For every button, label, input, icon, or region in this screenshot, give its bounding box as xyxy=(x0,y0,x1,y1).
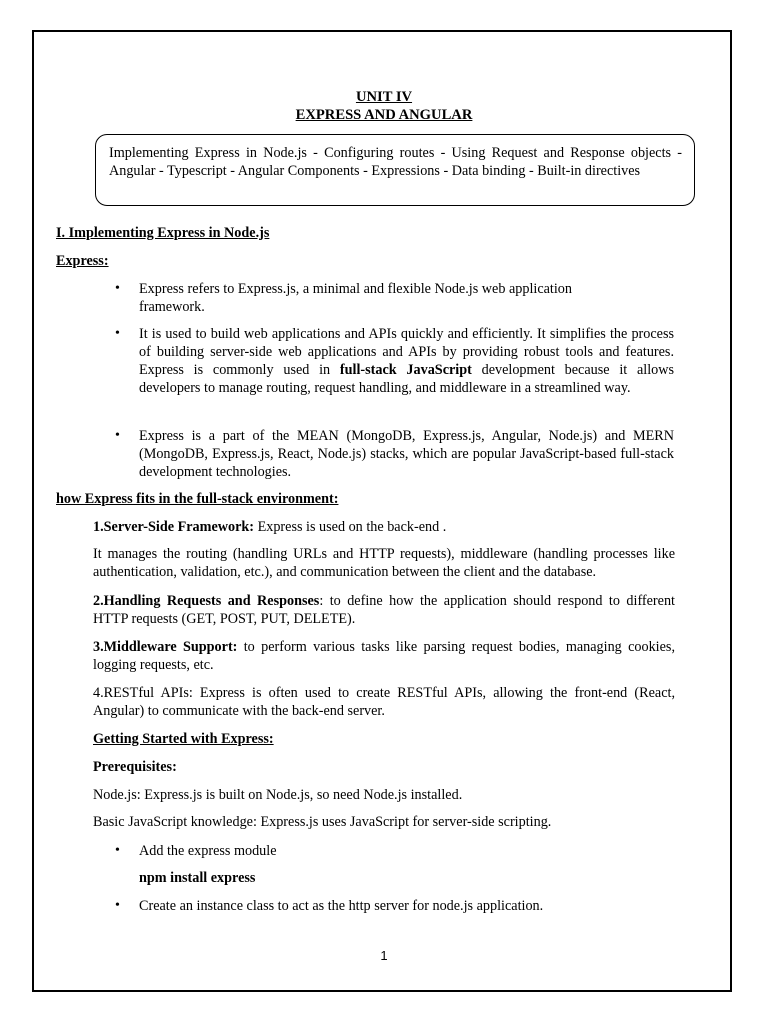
bullet-text xyxy=(139,325,674,397)
fullstack-item-1-para: It manages the routing (handling URLs and HTTP requests), middleware (handling processes like authentication, validation, etc.), and communication between the client and the database. xyxy=(93,546,675,580)
prereq-item: Basic JavaScript knowledge: Express.js uses JavaScript for server-side scripting. xyxy=(93,814,552,830)
topics-box xyxy=(95,134,695,206)
bullet-icon: • xyxy=(115,428,120,443)
document-title: EXPRESS AND ANGULAR xyxy=(295,107,473,123)
item-label: 2.Handling Requests and Responses xyxy=(93,593,320,609)
bullet-text: Create an instance class to act as the http server for node.js application. xyxy=(139,898,544,914)
page-number: 1 xyxy=(380,948,388,963)
prerequisites-heading: Prerequisites: xyxy=(93,759,177,775)
fullstack-heading: how Express fits in the full-stack environment: xyxy=(56,491,339,507)
bullet-text: Express refers to Express.js, a minimal and flexible Node.js web application framework. xyxy=(139,281,572,315)
item-text: to perform various tasks like parsing request bodies, managing cookies, logging requests, etc. xyxy=(93,639,675,673)
fullstack-item-3 xyxy=(93,638,675,674)
bullet-text: Express is a part of the MEAN (MongoDB, Express.js, Angular, Node.js) and MERN (MongoDB, Express.js, React, Node.js) stacks, which are popular JavaScript-based full-stack development technologies. xyxy=(139,428,674,480)
prereq-item: Node.js: Express.js is built on Node.js, so need Node.js installed. xyxy=(93,787,463,803)
fullstack-item-1 xyxy=(93,518,675,536)
bullet-icon: • xyxy=(115,843,120,858)
item-text: Express is used on the back-end . xyxy=(254,519,447,535)
express-subheading: Express: xyxy=(56,253,109,269)
item-label: 1.Server-Side Framework: xyxy=(93,519,255,535)
section-heading: I. Implementing Express in Node.js xyxy=(56,225,270,241)
fullstack-item-2 xyxy=(93,592,675,628)
bullet-text: Add the express module xyxy=(139,843,277,859)
fullstack-item-4: 4.RESTful APIs: Express is often used to create RESTful APIs, allowing the front-end (React, Angular) to communicate with the back-end server. xyxy=(93,685,675,719)
bullet-icon: • xyxy=(115,281,120,296)
document-header xyxy=(0,88,768,124)
getting-started-heading: Getting Started with Express: xyxy=(93,731,274,747)
unit-title: UNIT IV xyxy=(355,89,413,105)
bullet-icon: • xyxy=(115,898,120,913)
command-text: npm install express xyxy=(139,870,256,886)
item-label: 3.Middleware Support: xyxy=(93,639,238,655)
bullet-text-part: development because it allows developers to manage routing, request handling, and middleware in a streamlined way. xyxy=(139,362,675,396)
bullet-icon: • xyxy=(115,326,120,341)
topics-text: Implementing Express in Node.js - Configuring routes - Using Request and Response objects - Angular - Typescript - Angular Components - Expressions - Data binding - Built-in directives xyxy=(109,145,682,179)
bullet-text-part: It is used to build web applications and APIs quickly and efficiently. It simplifies the process of building server-side web applications and APIs by providing robust tools and features. Express is commonly used in xyxy=(139,326,674,378)
item-text: : to define how the application should respond to different HTTP requests (GET, POST, PUT, DELETE). xyxy=(93,593,675,627)
bullet-text-bold: full-stack JavaScript xyxy=(339,362,472,378)
